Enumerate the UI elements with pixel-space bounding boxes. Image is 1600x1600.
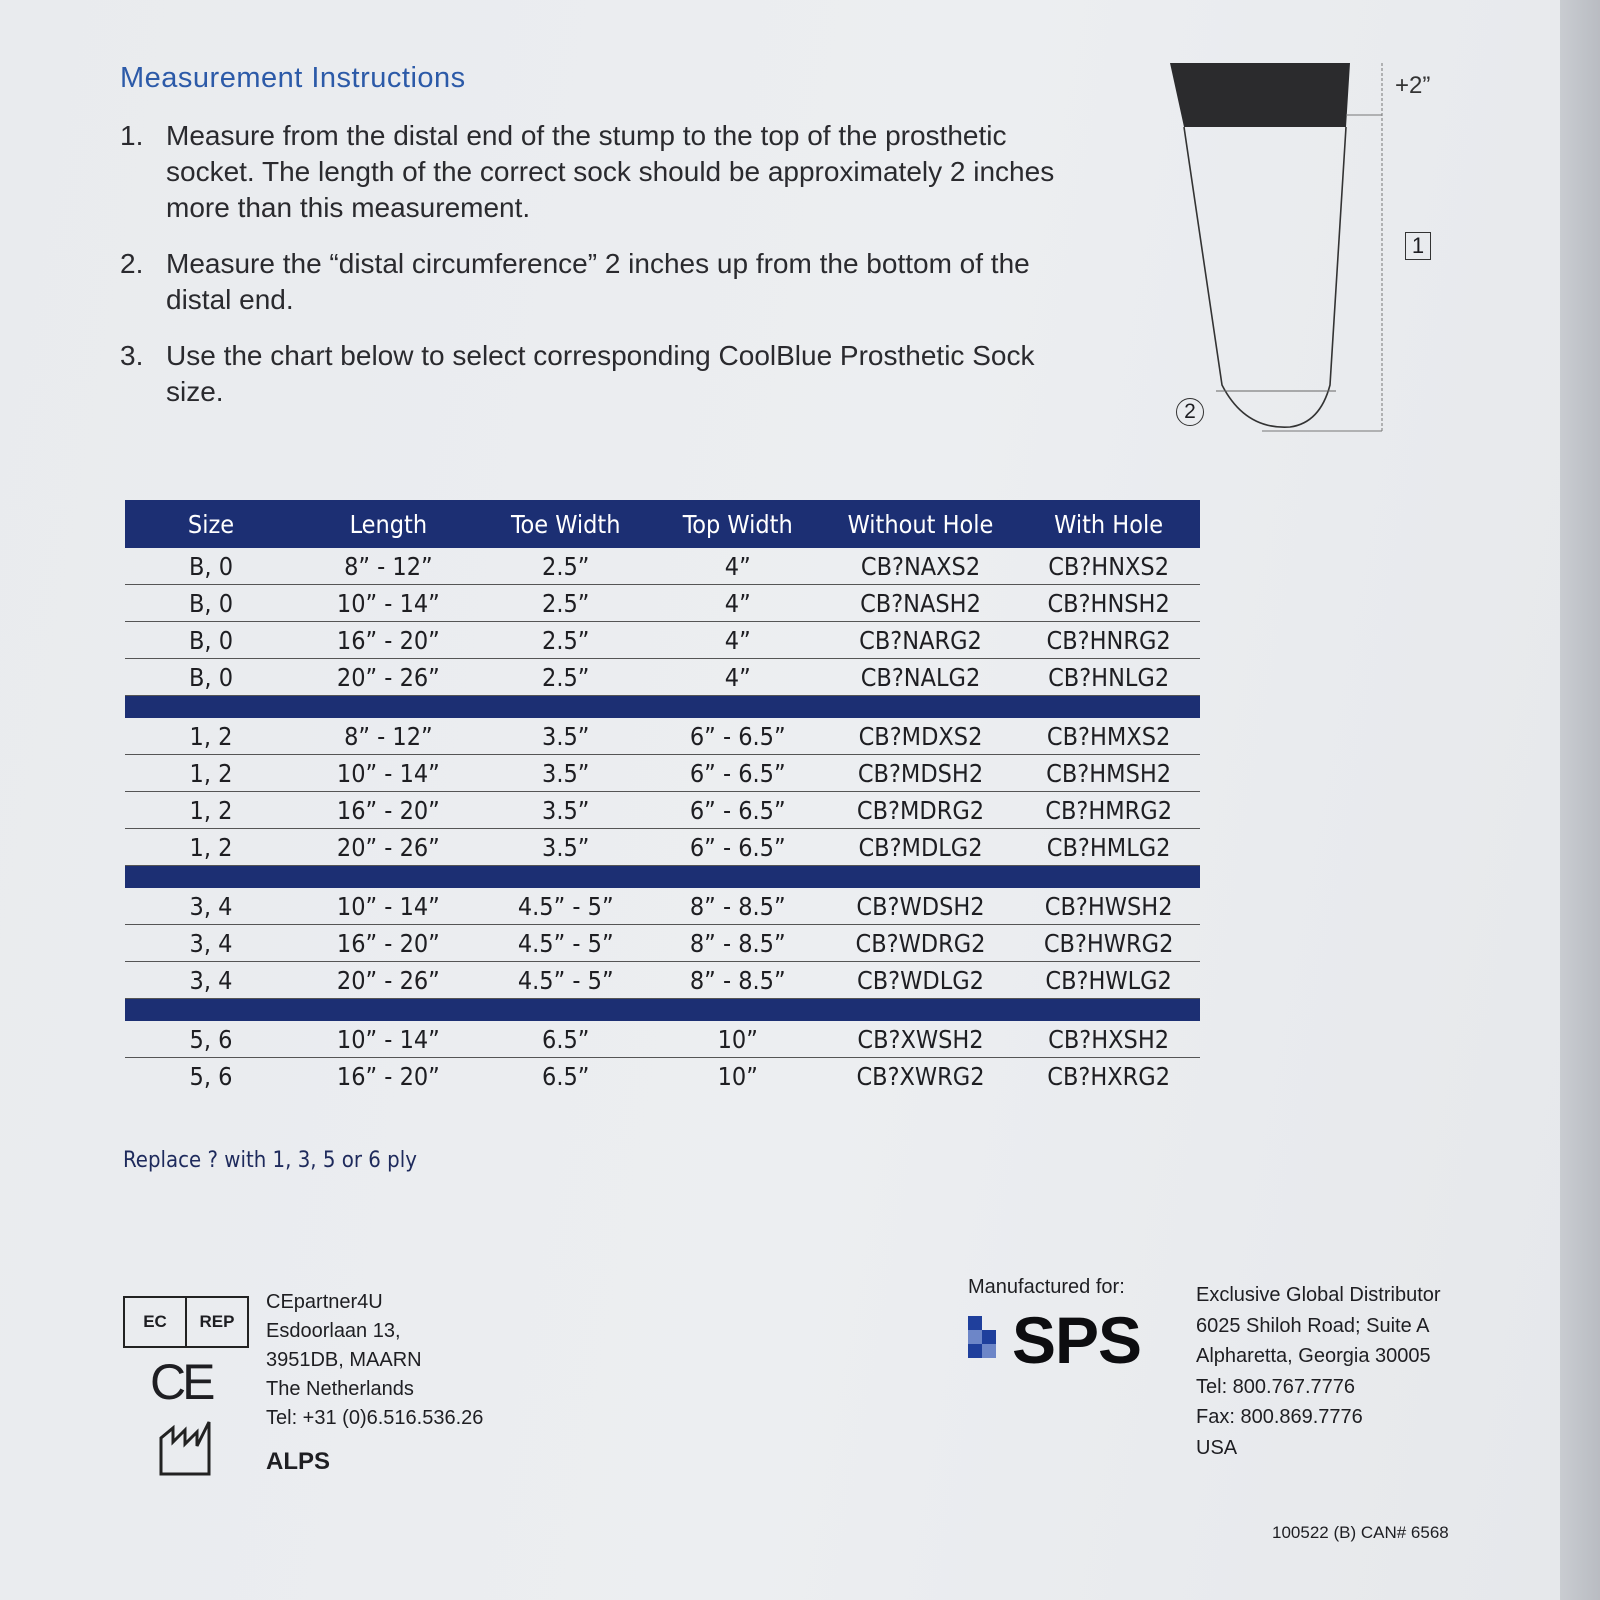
cell-with-hole: CB?HWSH2 (1017, 888, 1200, 925)
size-chart-table (125, 500, 1200, 1094)
table-row (125, 792, 1200, 829)
cell-with-hole: CB?HMSH2 (1017, 755, 1200, 792)
distributor-address (1196, 1280, 1441, 1463)
cell-top-width: 6” - 6.5” (652, 792, 824, 829)
address-line: Esdoorlaan 13, (266, 1320, 401, 1342)
step-text: Use the chart below to select corresponding CoolBlue Prosthetic Sock size. (166, 340, 1035, 407)
distributor-line: 6025 Shiloh Road; Suite A (1196, 1314, 1430, 1337)
cell-without-hole: CB?WDSH2 (824, 888, 1018, 925)
address-line: CEpartner4U (266, 1291, 383, 1313)
instruction-step (120, 338, 1070, 410)
ce-mark: CE (150, 1354, 212, 1410)
cell-size: B, 0 (125, 548, 297, 585)
header-toe-width: Toe Width (480, 500, 652, 548)
cell-with-hole: CB?HMRG2 (1017, 792, 1200, 829)
cell-size: 3, 4 (125, 962, 297, 999)
instruction-step (120, 118, 1070, 226)
cell-length: 10” - 14” (297, 888, 480, 925)
cell-without-hole: CB?MDLG2 (824, 829, 1018, 866)
cell-with-hole: CB?HWRG2 (1017, 925, 1200, 962)
table-row (125, 755, 1200, 792)
cell-without-hole: CB?MDXS2 (824, 718, 1018, 755)
table-row (125, 718, 1200, 755)
group-separator (125, 999, 1200, 1022)
replace-ply-note: Replace ? with 1, 3, 5 or 6 ply (123, 1148, 417, 1173)
marker-1: 1 (1405, 232, 1431, 260)
cell-length: 8” - 12” (297, 548, 480, 585)
step-text: Measure the “distal circumference” 2 inches up from the bottom of the distal end. (166, 248, 1030, 315)
cell-with-hole: CB?HMXS2 (1017, 718, 1200, 755)
cell-without-hole: CB?WDRG2 (824, 925, 1018, 962)
address-line: The Netherlands (266, 1378, 414, 1400)
cell-with-hole: CB?HMLG2 (1017, 829, 1200, 866)
cell-length: 16” - 20” (297, 622, 480, 659)
cell-without-hole: CB?MDRG2 (824, 792, 1018, 829)
cell-length: 16” - 20” (297, 792, 480, 829)
cell-without-hole: CB?XWRG2 (856, 1061, 985, 1091)
cell-top-width: 6” - 6.5” (652, 718, 824, 755)
table-row (125, 1058, 1200, 1095)
cell-top-width: 10” (652, 1021, 824, 1058)
distributor-line: Exclusive Global Distributor (1196, 1284, 1441, 1306)
alps-brand: ALPS (266, 1448, 331, 1475)
table-row (125, 622, 1200, 659)
cell-without-hole: CB?XWSH2 (824, 1021, 1018, 1058)
cell-size: 1, 2 (125, 792, 297, 829)
cell-toe-width: 4.5” - 5” (480, 925, 652, 962)
header-without-hole: Without Hole (824, 500, 1018, 548)
cell-with-hole: CB?HXRG2 (1047, 1061, 1171, 1091)
cell-length: 10” - 14” (297, 755, 480, 792)
step-number: 1. (120, 120, 144, 151)
cell-length: 16” - 20” (297, 925, 480, 962)
header-top-width: Top Width (652, 500, 824, 548)
cell-top-width: 6” - 6.5” (652, 829, 824, 866)
cell-top-width: 4” (652, 585, 824, 622)
table-row (125, 829, 1200, 866)
table-row (125, 925, 1200, 962)
table-row (125, 548, 1200, 585)
cell-without-hole: CB?NAXS2 (824, 548, 1018, 585)
separator-bar (125, 866, 1200, 889)
cell-size: 3, 4 (125, 925, 297, 962)
step-number: 2. (120, 248, 144, 279)
cell-length: 20” - 26” (297, 962, 480, 999)
rep-label: REP (185, 1298, 247, 1346)
distributor-line: Alpharetta, Georgia 30005 (1196, 1345, 1431, 1367)
cell-length: 8” - 12” (297, 718, 480, 755)
cell-size: 3, 4 (125, 888, 297, 925)
cell-length: 20” - 26” (297, 659, 480, 696)
distributor-line: Fax: 800.869.7776 (1196, 1406, 1363, 1428)
plus-two-label: +2” (1395, 72, 1431, 99)
cell-size: 1, 2 (125, 755, 297, 792)
cell-with-hole: CB?HNRG2 (1017, 622, 1200, 659)
cell-without-hole: CB?NALG2 (824, 659, 1018, 696)
address-line: Tel: +31 (0)6.516.536.26 (266, 1407, 484, 1429)
cell-size: B, 0 (125, 659, 297, 696)
distributor-line: USA (1196, 1436, 1238, 1459)
cell-top-width: 10” (717, 1061, 758, 1091)
ec-rep-symbol (123, 1296, 249, 1348)
cell-top-width: 4” (652, 659, 824, 696)
table-body (125, 548, 1200, 1094)
cell-length: 16” - 20” (336, 1061, 440, 1091)
cell-length: 20” - 26” (297, 829, 480, 866)
step-text: Measure from the distal end of the stump to the top of the prosthetic socket. The length of the correct sock should be approximately 2 inches more than this measurement. (166, 120, 1055, 223)
cell-toe-width: 6.5” (480, 1021, 652, 1058)
cell-toe-width: 2.5” (480, 585, 652, 622)
cell-size: 1, 2 (125, 829, 297, 866)
ec-rep-address (266, 1288, 483, 1433)
cell-size: B, 0 (125, 585, 297, 622)
sock-outline (1184, 127, 1346, 427)
cell-with-hole: CB?HNLG2 (1017, 659, 1200, 696)
cell-toe-width: 2.5” (480, 659, 652, 696)
sock-top-band (1170, 63, 1350, 127)
table-row (125, 888, 1200, 925)
manufacturer-factory-icon (157, 1418, 217, 1478)
separator-bar (125, 696, 1200, 719)
distributor-line: Tel: 800.767.7776 (1196, 1375, 1356, 1398)
document-code: 100522 (B) CAN# 6568 (1272, 1523, 1449, 1542)
instructions-heading: Measurement Instructions (120, 62, 466, 94)
table-row (125, 962, 1200, 999)
cell-toe-width: 3.5” (480, 755, 652, 792)
cell-with-hole: CB?HWLG2 (1017, 962, 1200, 999)
group-separator (125, 696, 1200, 719)
table-header-row (125, 500, 1200, 548)
table-row (125, 1021, 1200, 1058)
header-length: Length (297, 500, 480, 548)
cell-toe-width: 2.5” (480, 548, 652, 585)
cell-toe-width: 4.5” - 5” (480, 962, 652, 999)
cell-top-width: 4” (652, 622, 824, 659)
cell-toe-width: 2.5” (480, 622, 652, 659)
cell-size: B, 0 (125, 622, 297, 659)
cell-size: 1, 2 (125, 718, 297, 755)
cell-toe-width: 3.5” (480, 829, 652, 866)
step-number: 3. (120, 340, 144, 371)
cell-without-hole: CB?NARG2 (824, 622, 1018, 659)
cell-toe-width: 3.5” (480, 718, 652, 755)
group-separator (125, 866, 1200, 889)
cell-size: 5, 6 (125, 1021, 297, 1058)
cell-top-width: 8” - 8.5” (652, 925, 824, 962)
sps-logo-text: SPS (1012, 1303, 1142, 1377)
cell-without-hole: CB?WDLG2 (824, 962, 1018, 999)
cell-without-hole: CB?MDSH2 (824, 755, 1018, 792)
cell-toe-width: 4.5” - 5” (480, 888, 652, 925)
address-line: 3951DB, MAARN (266, 1349, 422, 1371)
marker-2: 2 (1176, 398, 1204, 426)
cell-with-hole: CB?HNXS2 (1017, 548, 1200, 585)
header-with-hole: With Hole (1017, 500, 1200, 548)
instruction-step (120, 246, 1070, 318)
cell-top-width: 6” - 6.5” (652, 755, 824, 792)
cell-toe-width: 3.5” (480, 792, 652, 829)
sheet-edge (1560, 0, 1600, 1600)
table-row (125, 659, 1200, 696)
cell-without-hole: CB?NASH2 (824, 585, 1018, 622)
instruction-steps (120, 118, 1070, 430)
cell-toe-width: 6.5” (542, 1061, 590, 1091)
cell-length: 10” - 14” (297, 585, 480, 622)
header-size: Size (125, 500, 297, 548)
cell-top-width: 8” - 8.5” (652, 962, 824, 999)
separator-bar (125, 999, 1200, 1022)
cell-length: 10” - 14” (297, 1021, 480, 1058)
cell-size: 5, 6 (189, 1061, 233, 1091)
table-row (125, 585, 1200, 622)
manufactured-for-label: Manufactured for: (968, 1276, 1125, 1298)
cell-top-width: 8” - 8.5” (652, 888, 824, 925)
cell-top-width: 4” (652, 548, 824, 585)
ec-label: EC (143, 1312, 167, 1331)
cell-with-hole: CB?HNSH2 (1017, 585, 1200, 622)
cell-with-hole: CB?HXSH2 (1017, 1021, 1200, 1058)
